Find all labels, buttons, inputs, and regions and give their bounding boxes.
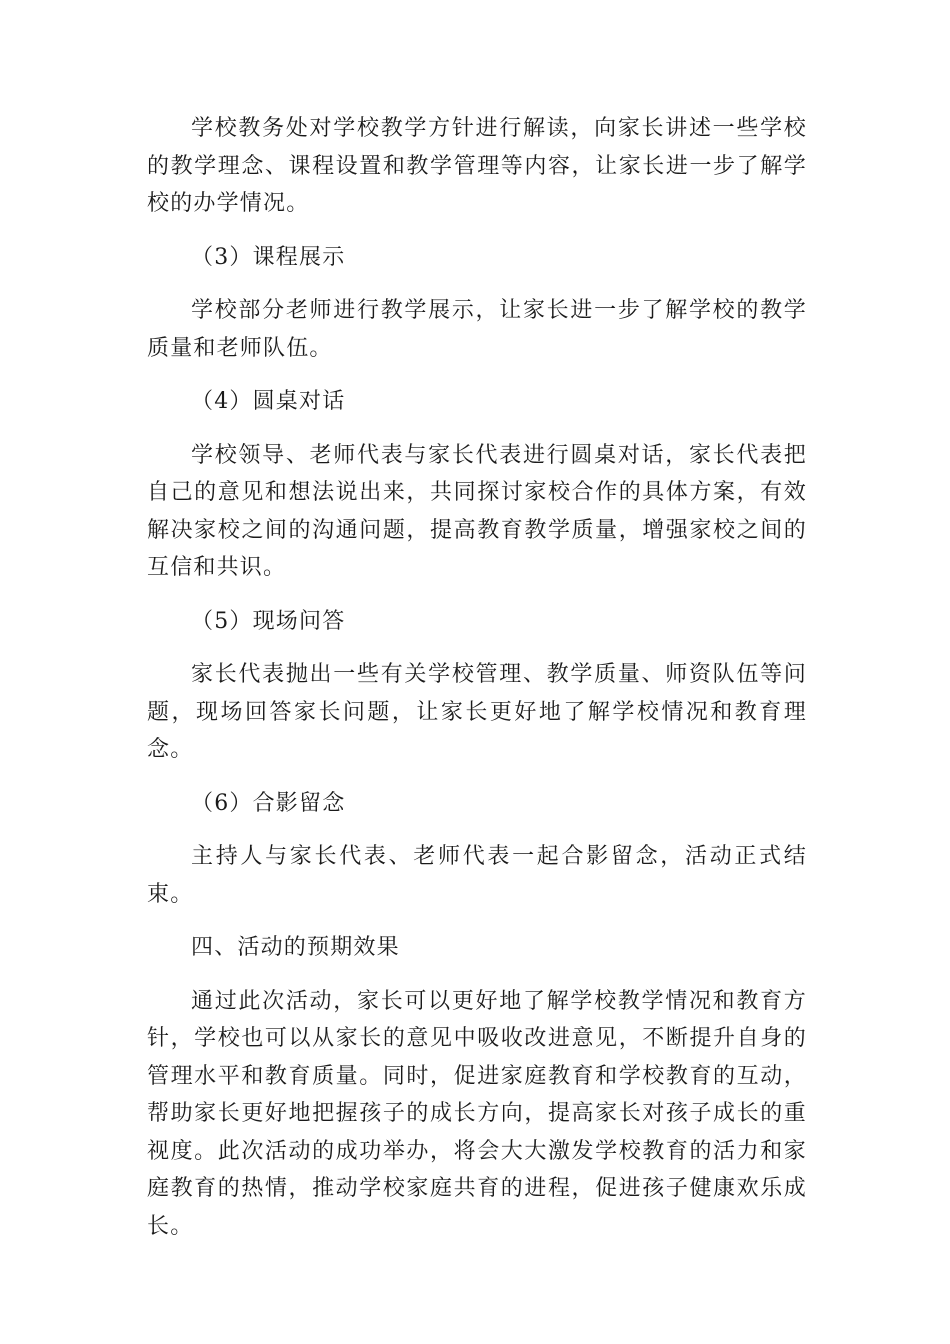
paragraph-expected-effect: 通过此次活动，家长可以更好地了解学校教学情况和教育方针，学校也可以从家长的意见中吸收改进意见，不断提升自身的管理水平和教育质量。同时，促进家庭教育和学校教育的互动，帮助家长更好地把握孩子的成长方向，提高家长对孩子成长的重视度。此次活动的成功举办，将会大大激发学校教育的活力和家庭教育的热情，推动学校家庭共育的进程，促进孩子健康欢乐成长。	[147, 988, 807, 1239]
section-heading-expected-effect: 四、活动的预期效果	[191, 935, 400, 960]
section-heading-roundtable: （4）圆桌对话	[191, 389, 346, 414]
paragraph-intro: 学校教务处对学校教学方针进行解读，向家长讲述一些学校的教学理念、课程设置和教学管理等内容，让家长进一步了解学校的办学情况。	[147, 116, 807, 216]
section-heading-group-photo: （6）合影留念	[191, 790, 346, 816]
paragraph-qa: 家长代表抛出一些有关学校管理、教学质量、师资队伍等问题，现场回答家长问题，让家长更好地了解学校情况和教育理念。	[147, 662, 807, 762]
document-body	[147, 110, 807, 1261]
section-heading-course-display: （3）课程展示	[191, 244, 346, 270]
paragraph-course-display: 学校部分老师进行教学展示，让家长进一步了解学校的教学质量和老师队伍。	[147, 298, 807, 361]
paragraph-roundtable: 学校领导、老师代表与家长代表进行圆桌对话，家长代表把自己的意见和想法说出来，共同探讨家校合作的具体方案，有效解决家校之间的沟通问题，提高教育教学质量，增强家校之间的互信和共识。	[147, 442, 807, 580]
section-heading-qa: （5）现场问答	[191, 608, 346, 634]
paragraph-group-photo: 主持人与家长代表、老师代表一起合影留念，活动正式结束。	[147, 844, 807, 907]
